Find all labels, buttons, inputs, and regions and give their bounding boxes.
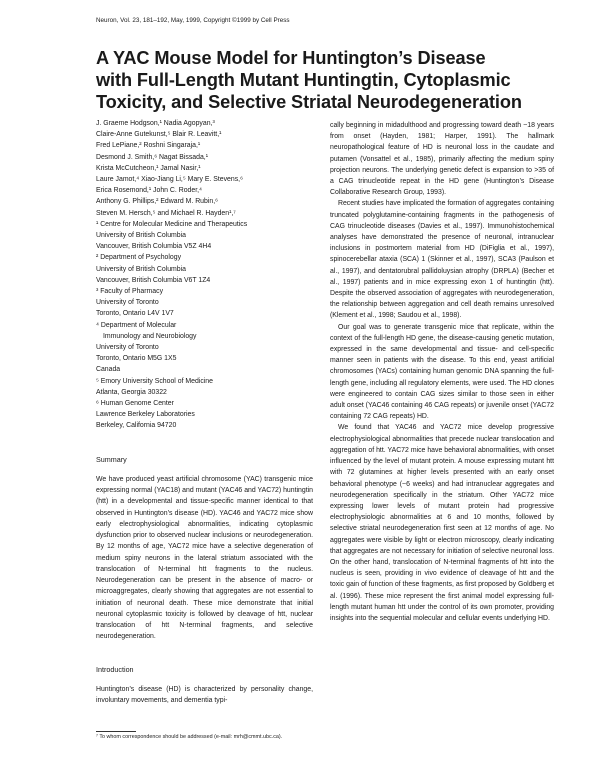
affiliation-line: Vancouver, British Columbia V5Z 4H4 (96, 243, 212, 251)
affiliation-list (96, 219, 313, 432)
affiliation-line: University of British Columbia (96, 265, 186, 273)
author-line: J. Graeme Hodgson,¹ Nadia Agopyan,³ (96, 120, 215, 127)
affiliation-line: ⁵ Emory University School of Medicine (96, 377, 213, 385)
author-line: Laure Jamot,⁴ Xiao-Jiang Li,⁵ Mary E. Stevens,⁶ (96, 176, 243, 184)
affiliation-line: ⁶ Human Genome Center (96, 400, 174, 408)
title-line-1: A YAC Mouse Model for Huntington’s Disease (96, 48, 486, 68)
title-line-2: with Full-Length Mutant Huntingtin, Cytoplasmic (96, 70, 511, 90)
author-line: Krista McCutcheon,¹ Jamal Nasir,¹ (96, 164, 201, 172)
author-line: Desmond J. Smith,⁶ Nagat Bissada,¹ (96, 153, 208, 161)
affiliation-line: Toronto, Ontario M5G 1X5 (96, 355, 177, 363)
title-line-3: Toxicity, and Selective Striatal Neurodegeneration (96, 92, 522, 112)
affiliation-line: Vancouver, British Columbia V6T 1Z4 (96, 276, 211, 284)
affiliation-line: Toronto, Ontario L4V 1V7 (96, 310, 174, 318)
affiliation-line: Atlanta, Georgia 30322 (96, 388, 167, 396)
body-paragraph: cally beginning in midadulthood and progressing toward death ~18 years from onset (Hayden, 1981; Harper, 1991). The hallmark neuropathological feature of HD is neuronal loss in the caudate and putamen (Vonsattel et al., 1985), primarily affecting the medium spiny projection neurons. The underlying genetic defect is expansion to >35 of a CAG trinucleotide repeat in the HD gene (Huntington’s Disease Collaborative Research Group, 1993). (330, 122, 554, 197)
summary-heading: Summary (96, 454, 127, 464)
summary-text: We have produced yeast artificial chromosome (YAC) transgenic mice expressing normal (YAC18) and mutant (YAC46 and YAC72) huntingtin (htt) in a developmental and tissue-specific manner identical to that observed in Huntington’s disease (HD). YAC46 and YAC72 mice show early electrophysiological abnormalities, indicating cytoplasmic dysfunction prior to observed nuclear inclusions or neurodegeneration. By 12 months of age, YAC72 mice have a selective degeneration of medium spiny neurons in the lateral striatum associated with the translocation of N-terminal htt fragments to the nucleus. Neurodegeneration can be present in the absence of macro- or microaggregates, clearly showing that aggregates are not essential to initiation of neuronal death. These mice demonstrate that initial neuronal cytoplasmic toxicity is followed by cleavage of htt, nuclear translocation of htt N-terminal fragments, and selective neurodegeneration. (96, 475, 313, 641)
footnote-divider (96, 731, 136, 732)
journal-citation-header: Neuron, Vol. 23, 181–192, May, 1999, Copyright ©1999 by Cell Press (96, 17, 290, 24)
affiliation-line: ⁴ Department of Molecular (96, 321, 177, 329)
introduction-text: Huntington’s disease (HD) is characterized by personality change, involuntary movements, and dementia typi- (96, 685, 313, 705)
affiliation-line: Lawrence Berkeley Laboratories (96, 411, 195, 419)
affiliation-line: ³ Faculty of Pharmacy (96, 288, 164, 296)
body-paragraph: Recent studies have implicated the formation of aggregates containing truncated polyglutamine-containing fragments in the pathogenesis of CAG trinucleotide diseases (Davies et al., 1997). Immunohistochemical analyses have demonstrated the presence of neuronal, intranuclear inclusions in postmortem material from HD (DiFiglia et al., 1997), spinocerebellar ataxia (SCA) 1 (Skinner et al., 1997), SCA3 (Paulson et al., 1997), and dentatorubral pallidoluysian atrophy (DRPLA) (Becher et al., 1997) patients and in mice expressing exon 1 of huntingtin (htt). Despite the observed association of aggregates with neurodegeneration, the relationship between aggregation and cell death remains unresolved (Klement et al., 1998; Saudou et al., 1998). (330, 200, 554, 320)
body-paragraph: Our goal was to generate transgenic mice that replicate, within the context of the full-length HD gene, the disease-causing genetic mutation, expressed in the same developmental and tissue- and cell-specific manner seen in patients with the disease. To this end, yeast artificial chromosomes (YACs) containing human genomic DNA spanning the full-length gene, including all regulatory elements, were used. The HD clones were engineered to contain CAG sizes similar to those seen in either adult onset (YAC46 containing 46 CAG repeats) or juvenile onset (YAC72 containing 72 CAG repeats) HD. (330, 323, 554, 421)
author-line: Erica Rosemond,¹ John C. Roder,⁴ (96, 187, 202, 195)
affiliation-line: University of Toronto (96, 344, 159, 352)
left-column (96, 118, 313, 706)
author-line: Claire-Anne Gutekunst,⁵ Blair R. Leavitt,¹ (96, 131, 222, 139)
affiliation-line: Canada (96, 366, 121, 374)
correspondence-footnote: ⁷ To whom correspondence should be addressed (e-mail: mrh@cmmt.ubc.ca). (96, 734, 283, 740)
author-list (96, 118, 313, 219)
affiliation-line: ² Department of Psychology (96, 254, 182, 262)
affiliation-line: University of British Columbia (96, 232, 186, 240)
right-column (330, 120, 554, 624)
summary-section (96, 474, 313, 643)
introduction-heading: Introduction (96, 664, 134, 674)
affiliation-line: Berkeley, California 94720 (96, 422, 177, 430)
body-paragraph: We found that YAC46 and YAC72 mice develop progressive electrophysiological abnormalities that precede nuclear translocation and aggregation of htt. YAC72 mice have behavioral abnormalities, with onset influenced by the level of mutant protein. A mouse expressing mutant htt with 72 glutamines at higher levels presented with an early onset behavioral phenotype (~6 weeks) and had intranuclear aggregates and neurodegeneration specifically in the striatum. Other YAC72 mice expressing lower levels of mutant protein had progressive electrophysiologic abnormalities at 6 and 10 months, followed by selective striatal neurodegeneration first seen at 12 months of age. No aggregates were visible by light or electron microscopy, clearly indicating that aggregates are not necessary for initiation of selective neuronal loss. On the other hand, translocation of N-terminal fragments of htt into the nucleus is seen, providing in vivo evidence of cleavage of htt and the toxic gain of function of these fragments, as first proposed by Goldberg et al. (1996). These mice represent the first animal model expressing full-length mutant human htt under the control of its own promoter, providing insights into the sequential molecular and cellular events underlying HD. (330, 424, 554, 622)
affiliation-line: ¹ Centre for Molecular Medicine and Therapeutics (96, 220, 248, 228)
author-line: Steven M. Hersch,⁵ and Michael R. Hayden¹,⁷ (96, 209, 236, 217)
author-line: Fred LePiane,² Roshni Singaraja,¹ (96, 142, 201, 150)
affiliation-line: Immunology and Neurobiology (103, 332, 197, 340)
affiliation-line: University of Toronto (96, 299, 159, 307)
article-title (96, 47, 556, 113)
author-line: Anthony G. Phillips,² Edward M. Rubin,⁶ (96, 198, 218, 206)
